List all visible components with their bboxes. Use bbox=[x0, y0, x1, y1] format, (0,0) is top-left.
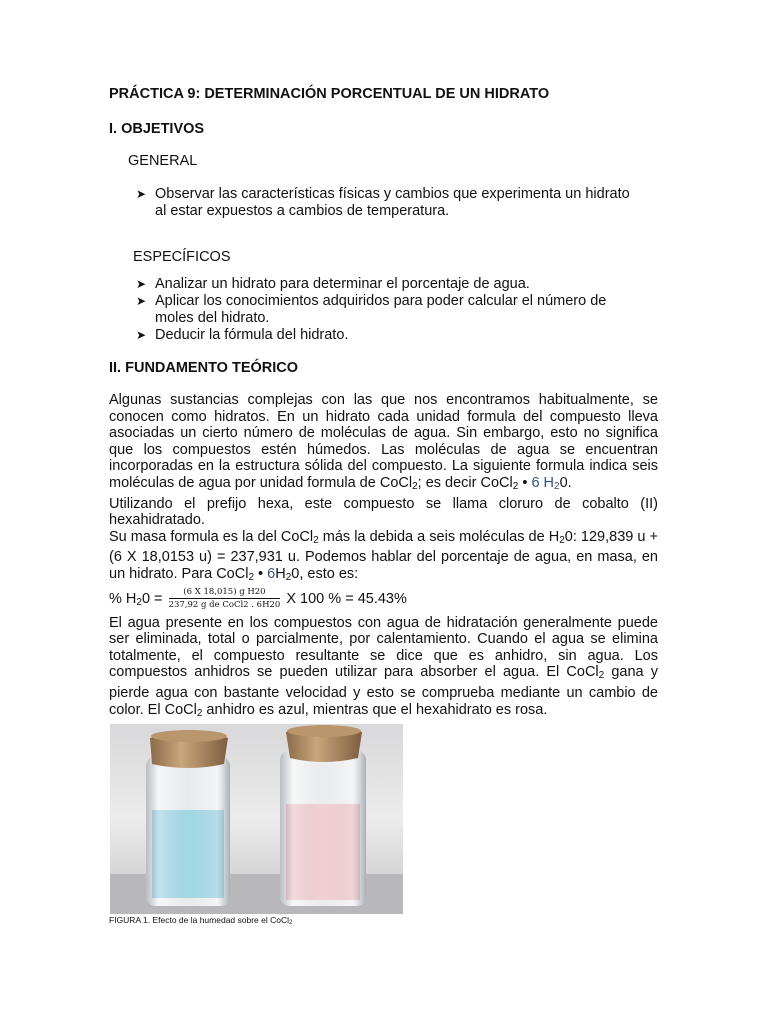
specific-label: ESPECÍFICOS bbox=[133, 249, 231, 265]
paragraph: Su masa formula es la del CoCl$_2$ más la debida a seis moléculas de $H_20$: 129,839 u + (6 X 18,0153 u) = 237,931 u. Podemos hablar del porcentaje de agua, en masa, en un hidrato. Para CoCl$_2$ • $6H_20$, esto es: bbox=[109, 528, 658, 583]
fraction bbox=[169, 587, 281, 610]
arrow-bullet-icon: ➤ bbox=[136, 328, 147, 342]
formula-line: % $H_20$ = $\frac{\text{(6 X 18,015) g H20}}{\text{237,92 g de CoCl2 . 6H20}}$ X 100 % = 45.43% bbox=[109, 587, 407, 611]
specific-objective-item bbox=[136, 276, 643, 293]
bullet-text: Analizar un hidrato para determinar el porcentaje de agua. bbox=[155, 276, 530, 292]
bullet-text: Deducir la fórmula del hidrato. bbox=[155, 327, 349, 343]
specific-objective-item bbox=[136, 293, 643, 326]
general-label: GENERAL bbox=[128, 153, 198, 169]
arrow-bullet-icon: ➤ bbox=[136, 277, 147, 291]
theory-body bbox=[109, 392, 658, 722]
paragraph: Utilizando el prefijo hexa, este compuesto se llama cloruro de cobalto (II) hexahidratado. bbox=[109, 495, 658, 529]
specific-objective-item bbox=[136, 327, 643, 344]
test-tubes-photo bbox=[110, 724, 403, 914]
test-tubes-illustration bbox=[110, 724, 403, 914]
arrow-bullet-icon: ➤ bbox=[136, 294, 147, 308]
section-heading-theory: II. FUNDAMENTO TEÓRICO bbox=[109, 360, 299, 376]
figure-caption: FIGURA 1. Efecto de la humedad sobre el CoCl2 bbox=[109, 915, 293, 926]
bullet-text: Observar las características físicas y cambios que experimenta un hidrato al estar expuestos a cambios de temperatura. bbox=[155, 186, 630, 219]
bullet-text: Aplicar los conocimientos adquiridos para poder calcular el número de moles del hidrato. bbox=[155, 293, 607, 326]
general-objective-item bbox=[136, 186, 643, 219]
document-title: PRÁCTICA 9: DETERMINACIÓN PORCENTUAL DE UN HIDRATO bbox=[109, 86, 550, 102]
section-heading-objectives: I. OBJETIVOS bbox=[109, 121, 205, 137]
fraction-numerator: (6 X 18,015) g H20 bbox=[169, 587, 281, 599]
paragraph: El agua presente en los compuestos con agua de hidratación generalmente puede ser eliminada, total o parcialmente, por calentamiento. Cuando el agua se elimina totalmente, el compuesto resultante se dice que es anhidro, sin agua. Los compuestos anhidros se pueden utilizar para absorber el agua. El CoCl$_2$ gana y pierde agua con bastante velocidad y esto se comprueba mediante un cambio de color. El CoCl$_2$ anhidro es azul, mientras que el hexahidrato es rosa. bbox=[109, 614, 658, 719]
paragraph: Algunas sustancias complejas con las que nos encontramos habitualmente, se conocen como hidratos. En un hidrato cada unidad formula del compuesto lleva asociadas un cierto número de moléculas de agua. Sin embargo, esto no significa que los compuestos estén húmedos. Las moléculas de agua se encuentran incorporadas en la estructura sólida del compuesto. La siguiente formula indica seis moléculas de agua por unidad formula de CoCl$_2$; es decir CoCl$_2$ • 6 $H_20$. bbox=[109, 392, 658, 492]
arrow-bullet-icon: ➤ bbox=[136, 187, 147, 201]
fraction-denominator: 237,92 g de CoCl2 . 6H20 bbox=[168, 600, 281, 611]
